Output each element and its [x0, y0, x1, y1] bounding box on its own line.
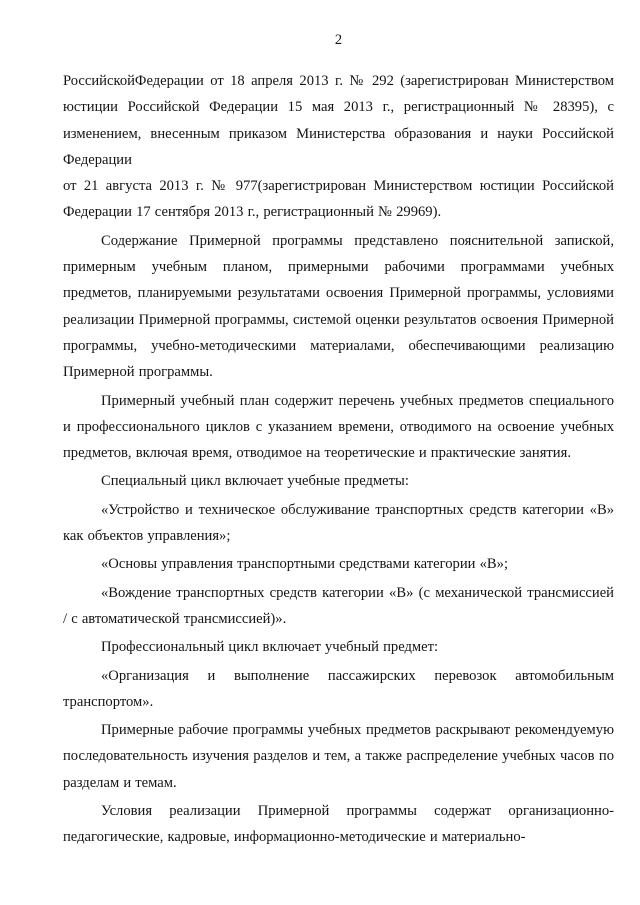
paragraph-8: «Вождение транспортных средств категории «В» (с механической трансмиссией / с автоматической трансмиссией)».: [63, 584, 614, 627]
document-page: [63, 30, 614, 851]
paragraph-10: «Организация и выполнение пассажирских перевозок автомобильным транспортом».: [63, 667, 614, 710]
paragraph-5: Специальный цикл включает учебные предметы:: [101, 473, 409, 490]
paragraph-1: РоссийскойФедерации от 18 апреля 2013 г. № 292 (зарегистрирован Министерством юстиции Российской Федерации 15 мая 2013 г., регистрационный № 28395), с изменением, внесенным приказом Министерства образования и науки Российской Федерации: [63, 73, 614, 168]
paragraph-3: Содержание Примерной программы представлено пояснительной запиской, примерным учебным планом, примерными рабочими программами учебных предметов, планируемыми результатами освоения Примерной программы, условиями реализации Примерной программы, системой оценки результатов освоения Примерной программы, учебно-методическими материалами, обеспечивающими реализацию Примерной программы.: [63, 232, 614, 381]
page-number: 2: [334, 32, 343, 48]
paragraph-12: Условия реализации Примерной программы содержат организационно-педагогические, кадровые, информационно-методические и материально-: [63, 803, 614, 846]
paragraph-2: от 21 августа 2013 г. № 977(зарегистрирован Министерством юстиции Российской Федерации 17 сентября 2013 г., регистрационный № 29969).: [63, 178, 614, 221]
paragraph-4: Примерный учебный план содержит перечень учебных предметов специального и профессионального циклов с указанием времени, отводимого на освоение учебных предметов, включая время, отводимое на теоретические и практические занятия.: [63, 392, 614, 462]
paragraph-6: «Устройство и техническое обслуживание транспортных средств категории «В» как объектов управления»;: [63, 501, 614, 545]
paragraph-7: «Основы управления транспортными средствами категории «В»;: [101, 556, 508, 573]
paragraph-11: Примерные рабочие программы учебных предметов раскрывают рекомендуемую последовательность изучения разделов и тем, а также распределение учебных часов по разделам и темам.: [63, 722, 614, 791]
paragraph-9: Профессиональный цикл включает учебный предмет:: [101, 639, 439, 656]
